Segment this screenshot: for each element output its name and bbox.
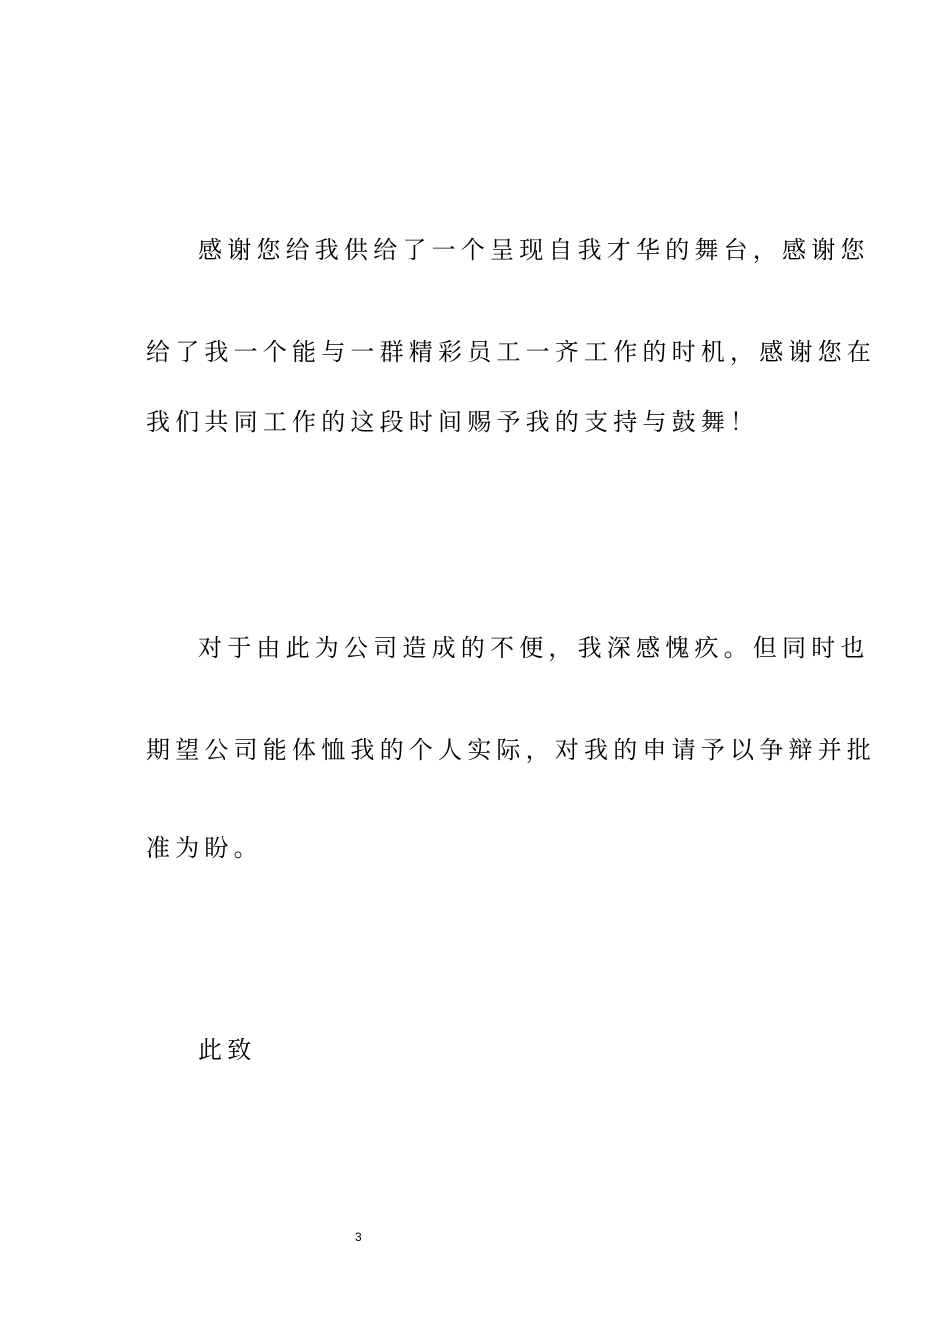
paragraph-2-line-3: 准为盼。: [146, 834, 263, 862]
page-number: 3: [355, 1230, 362, 1244]
paragraph-2-line-2: 期望公司能体恤我的个人实际，对我的申请予以争辩并批: [146, 736, 876, 764]
paragraph-1-line-3: 我们共同工作的这段时间赐予我的支持与鼓舞！: [146, 408, 760, 436]
closing-salutation: 此致: [198, 1036, 257, 1064]
paragraph-2-line-1: 对于由此为公司造成的不便，我深感愧疚。但同时也: [198, 634, 870, 662]
paragraph-1-line-2: 给了我一个能与一群精彩员工一齐工作的时机，感谢您在: [146, 338, 876, 366]
paragraph-1-line-1: 感谢您给我供给了一个呈现自我才华的舞台，感谢您: [198, 236, 870, 264]
